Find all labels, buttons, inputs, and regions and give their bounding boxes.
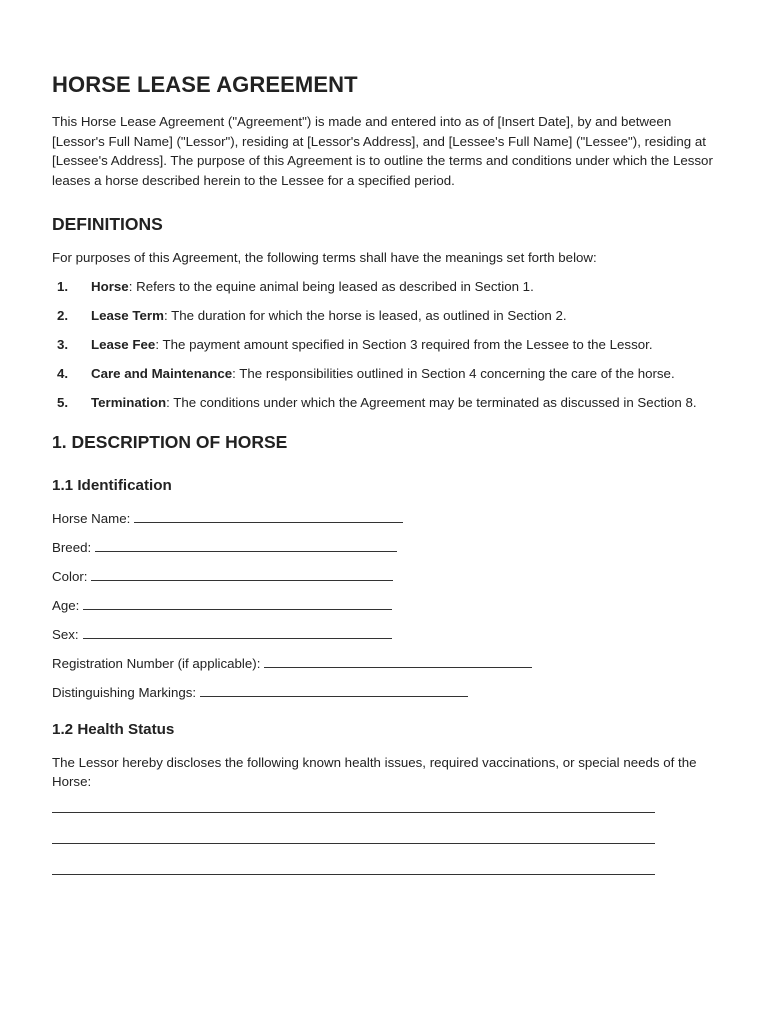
field-label: Breed: (52, 540, 92, 555)
field-label: Horse Name: (52, 511, 131, 526)
document-page (52, 70, 720, 904)
definition-term: Lease Fee (91, 336, 156, 352)
definition-text: : The conditions under which the Agreement may be terminated as discussed in Section 8. (166, 394, 697, 410)
definition-item (52, 306, 720, 326)
definition-term: Horse (91, 278, 129, 294)
breed-field (52, 538, 720, 558)
intro-paragraph: This Horse Lease Agreement ("Agreement") is made and entered into as of [Insert Date], by and between [Lessor's Full Name] ("Lessor"), residing at [Lessor's Address], and [Lessee's Full Name] ("Lessee"), residing at [Lessee's Address]. The purpose of this Agreement is to outline the terms and conditions under which the Lessor leases a horse described herein to the Lessee for a specified period. (52, 114, 713, 188)
definition-text: : The duration for which the horse is leased, as outlined in Section 2. (163, 307, 567, 323)
color-field (52, 567, 720, 587)
field-label: Sex: (52, 627, 79, 642)
definition-text: : Refers to the equine animal being leased as described in Section 1. (128, 278, 534, 294)
definition-text: : The payment amount specified in Section 3 required from the Lessee to the Lessor. (155, 336, 653, 352)
identification-fields (52, 509, 720, 703)
health-status-heading: 1.2 Health Status (52, 720, 175, 738)
fill-in-blank[interactable] (264, 654, 532, 668)
fill-in-blank[interactable] (83, 596, 392, 610)
fill-in-blank[interactable] (200, 683, 468, 697)
definition-term: Termination (91, 394, 167, 410)
definition-item (52, 277, 720, 297)
definitions-list (52, 277, 720, 413)
definition-term: Lease Term (91, 307, 164, 323)
definition-number: 5. (57, 394, 69, 410)
horse-name-field (52, 509, 720, 529)
section-1-heading: 1. DESCRIPTION OF HORSE (52, 432, 288, 452)
health-status-text: The Lessor hereby discloses the following known health issues, required vaccinations, or special needs of the Horse: (52, 754, 697, 789)
health-notes-lines (52, 811, 720, 875)
field-label: Distinguishing Markings: (52, 685, 197, 700)
document-title: HORSE LEASE AGREEMENT (52, 72, 358, 97)
fill-in-line[interactable] (52, 811, 655, 813)
sex-field (52, 625, 720, 645)
definition-number: 1. (57, 278, 69, 294)
definition-item (52, 364, 720, 384)
definitions-lead: For purposes of this Agreement, the following terms shall have the meanings set forth below: (52, 250, 597, 265)
definition-text: : The responsibilities outlined in Section 4 concerning the care of the horse. (232, 365, 675, 381)
definition-number: 2. (57, 307, 69, 323)
fill-in-blank[interactable] (83, 625, 392, 639)
definition-item (52, 335, 720, 355)
fill-in-blank[interactable] (91, 567, 393, 581)
distinguishing-markings-field (52, 683, 720, 703)
fill-in-blank[interactable] (95, 538, 397, 552)
identification-heading: 1.1 Identification (52, 477, 172, 494)
registration-number-field (52, 654, 720, 674)
field-label: Age: (52, 598, 80, 613)
definitions-heading: DEFINITIONS (52, 214, 163, 234)
definition-term: Care and Maintenance (91, 365, 233, 381)
field-label: Color: (52, 569, 88, 584)
definition-item (52, 393, 720, 413)
age-field (52, 596, 720, 616)
definition-number: 3. (57, 336, 69, 352)
fill-in-line[interactable] (52, 842, 655, 844)
field-label: Registration Number (if applicable): (52, 656, 261, 671)
fill-in-blank[interactable] (134, 509, 403, 523)
definition-number: 4. (57, 365, 69, 381)
fill-in-line[interactable] (52, 873, 655, 875)
